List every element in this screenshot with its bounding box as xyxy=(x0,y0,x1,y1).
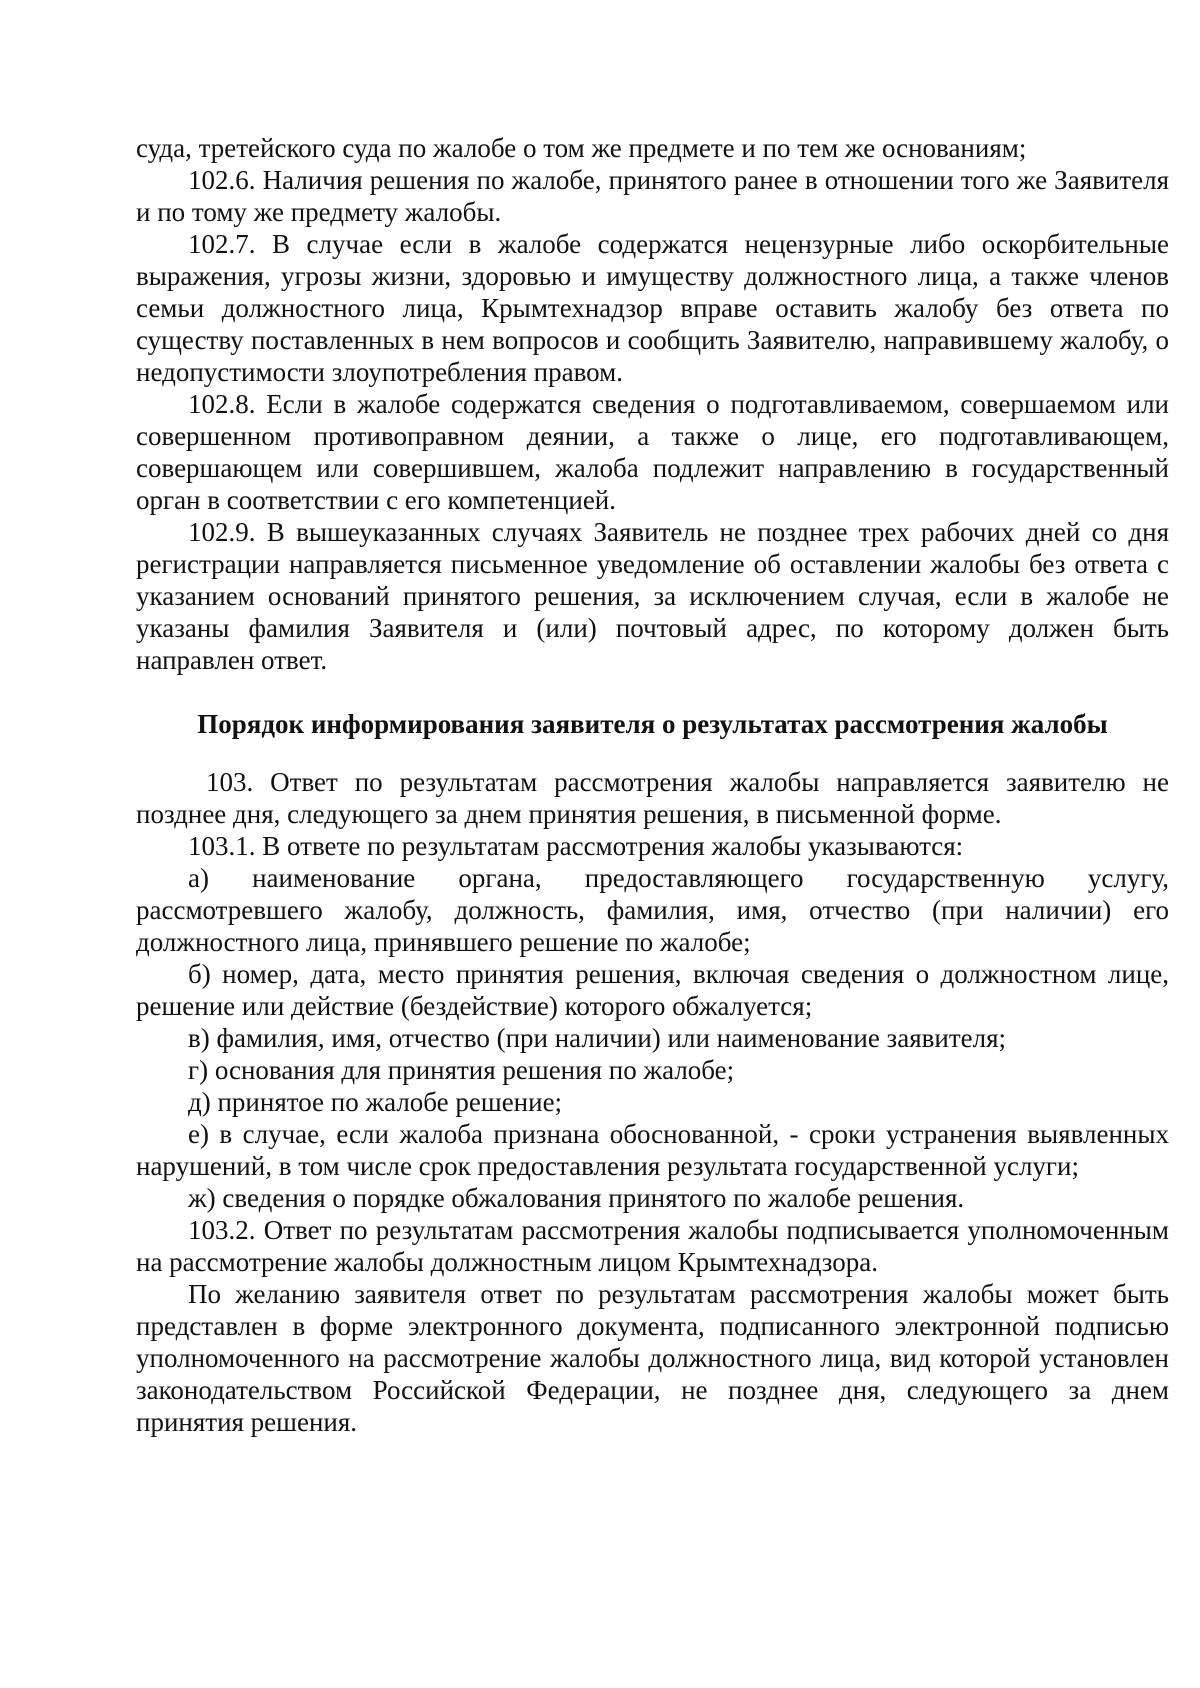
list-item-a: а) наименование органа, предоставляющего государственную услугу, рассмотревшего жалобу, должность, фамилия, имя, отчество (при наличии) его должностного лица, принявшего решение по жалобе; xyxy=(136,863,1169,957)
paragraph-102-9: 102.9. В вышеуказанных случаях Заявитель не позднее трех рабочих дней со дня регистрации направляется письменное уведомление об оставлении жалобы без ответа с указанием оснований принятого решения, за исключением случая, если в жалобе не указаны фамилия Заявителя и (или) почтовый адрес, по которому должен быть направлен ответ. xyxy=(136,517,1169,675)
list-item-zh: ж) сведения о порядке обжалования принятого по жалобе решения. xyxy=(188,1183,965,1213)
paragraph-103-2: 103.2. Ответ по результатам рассмотрения жалобы подписывается уполномоченным на рассмотрение жалобы должностным лицом Крымтехнадзора. xyxy=(136,1215,1169,1277)
paragraph-103: 103. Ответ по результатам рассмотрения жалобы направляется заявителю не позднее дня, следующего за днем принятия решения, в письменной форме. xyxy=(136,767,1169,829)
paragraph-102-8: 102.8. Если в жалобе содержатся сведения о подготавливаемом, совершаемом или совершенном противоправном деянии, а также о лице, его подготавливающем, совершающем или совершившем, жалоба подлежит направлению в государственный орган в соответствии с его компетенцией. xyxy=(136,389,1169,515)
list-item-v: в) фамилия, имя, отчество (при наличии) или наименование заявителя; xyxy=(188,1023,1007,1053)
section-heading: Порядок информирования заявителя о результатах рассмотрения жалобы xyxy=(197,709,1108,739)
paragraph-102-7: 102.7. В случае если в жалобе содержатся нецензурные либо оскорбительные выражения, угрозы жизни, здоровью и имуществу должностного лица, а также членов семьи должностного лица, Крымтехнадзор вправе оставить жалобу без ответа по существу поставленных в нем вопросов и сообщить Заявителю, направившему жалобу, о недопустимости злоупотребления правом. xyxy=(136,229,1169,387)
paragraph-continuation: суда, третейского суда по жалобе о том же предмете и по тем же основаниям; xyxy=(136,133,1027,163)
list-item-b: б) номер, дата, место принятия решения, включая сведения о должностном лице, решение или действие (бездействие) которого обжалуется; xyxy=(136,959,1169,1021)
paragraph-103-1: 103.1. В ответе по результатам рассмотрения жалобы указываются: xyxy=(188,831,964,861)
paragraph-electronic-response: По желанию заявителя ответ по результатам рассмотрения жалобы может быть представлен в форме электронного документа, подписанного электронной подписью уполномоченного на рассмотрение жалобы должностного лица, вид которой установлен законодательством Российской Федерации, не позднее дня, следующего за днем принятия решения. xyxy=(136,1279,1169,1437)
list-item-d: д) принятое по жалобе решение; xyxy=(188,1087,563,1117)
list-item-e: е) в случае, если жалоба признана обоснованной, - сроки устранения выявленных нарушений, в том числе срок предоставления результата государственной услуги; xyxy=(136,1119,1169,1181)
list-item-g: г) основания для принятия решения по жалобе; xyxy=(188,1055,735,1085)
document-page xyxy=(136,132,1169,1438)
paragraph-102-6: 102.6. Наличия решения по жалобе, принятого ранее в отношении того же Заявителя и по тому же предмету жалобы. xyxy=(136,165,1169,227)
